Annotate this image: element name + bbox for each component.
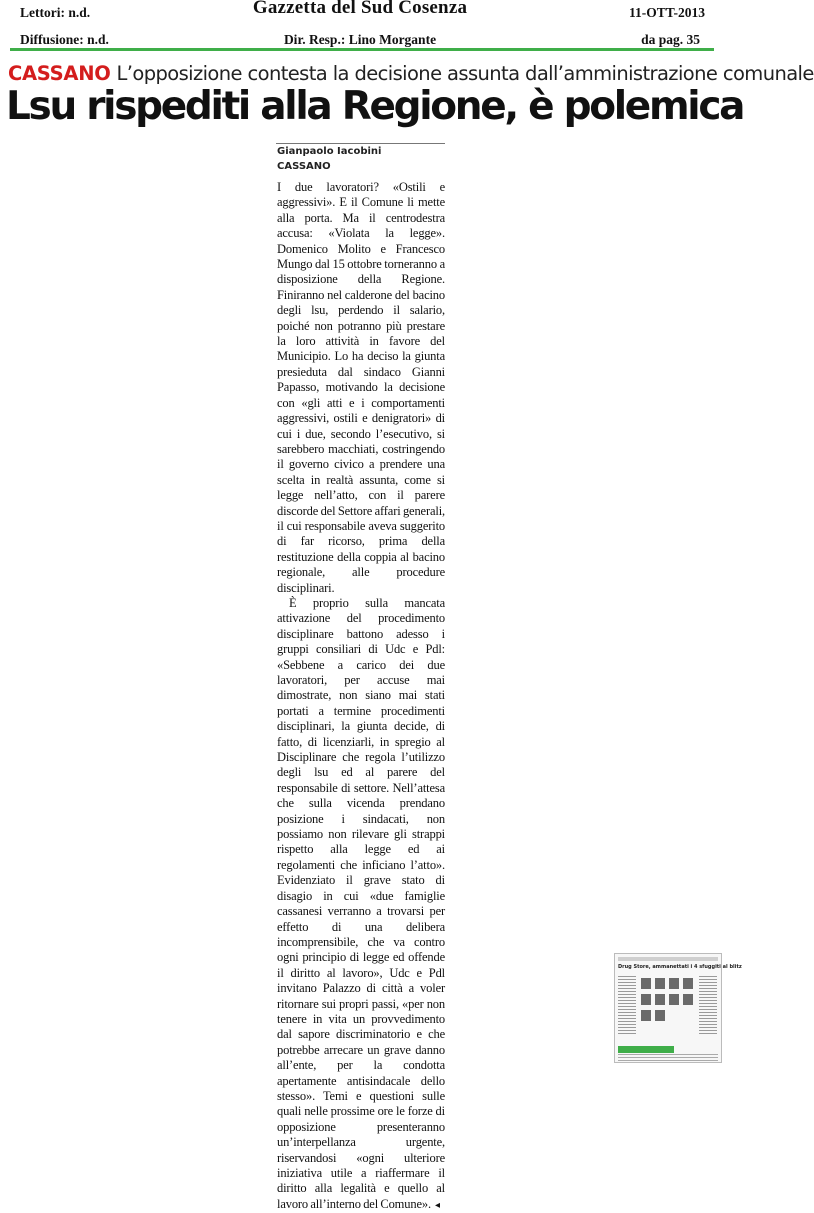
article-headline: Lsu rispediti alla Regione, è polemica: [6, 84, 744, 129]
article-kicker: [8, 62, 814, 85]
page-thumbnail: [614, 953, 742, 1063]
kicker-text: L’opposizione contesta la decisione assunta dall’amministrazione comunale: [116, 62, 814, 85]
kicker-keyword: CASSANO: [8, 62, 111, 85]
editor-label: Dir. Resp.: Lino Morgante: [283, 32, 437, 47]
thumbnail-lower-text: [618, 1054, 718, 1062]
article-paragraph-2: [277, 596, 445, 1213]
thumbnail-photo: [655, 1010, 665, 1021]
thumbnail-title: Drug Store, ammanettati i 4 sfuggiti al blitz: [618, 964, 742, 970]
article-author: Gianpaolo Iacobini: [277, 146, 382, 157]
circulation-label: Diffusione: n.d.: [20, 32, 109, 47]
thumbnail-photo: [641, 994, 651, 1005]
thumbnail-photo: [641, 978, 651, 989]
thumbnail-photo: [655, 994, 665, 1005]
thumbnail-photo: [683, 978, 693, 989]
readers-label: Lettori: n.d.: [20, 5, 91, 20]
article-body: [277, 180, 445, 1213]
header-rule: [10, 48, 714, 51]
thumbnail-photo: [669, 994, 679, 1005]
article-paragraph-2-text: È proprio sulla mancata attivazione del procedimento disciplinare battono adesso i gruppi consiliari di Udc e Pdl: «Sebbene a carico dei due lavoratori, per accuse mai dimostrate, non siano mai stati portati a termine procedimenti disciplinari, la giunta decide, di fatto, di licenziarli, in spregio al Disciplinare che regola l’utilizzo degli lsu ed al parere del responsabile di settore. Nell’attesa che sulla vicenda prendano posizione i sindacati, non possiamo non rilevare gli strappi rispetto alla legge ed ai regolamenti che inficiano l’atto». Evidenziato il grave stato di disagio in cui «due famiglie cassanesi verranno a trovarsi per effetto di una delibera incomprensibile, che va contro ogni principio di legge ed offende il diritto al lavoro», Udc e Pdl invitano Palazzo di città a voler ritornare sui propri passi, «per non tenere in vita un provvedimento dal sapore discriminatorio e che potrebbe arrecare un grave danno all’ente, per la condotta apertamente antisindacale dello stesso». Temi e questioni sulle quali nelle prossime ore le forze di opposizione presenteranno un’interpellanza urgente, riservandosi «ogni ulteriore iniziativa utile a riaffermare il diritto alla legalità e quello al lavoro all’interno del Comune».: [277, 595, 445, 1211]
masthead-title: Gazzetta del Sud Cosenza: [252, 0, 468, 18]
article-paragraph-1: I due lavoratori? «Ostili e aggressivi». E il Comune li mette alla porta. Ma il centrodestra accusa: «Violata la legge». Domenico Molito e Francesco Mungo dal 15 ottobre torneranno a disposizione della Regione. Finiranno nel calderone del bacino degli lsu, perdendo il salario, poiché non potranno più prestare la loro attività in favore del Municipio. Lo ha deciso la giunta presieduta dal sindaco Gianni Papasso, motivando la decisione con «gli atti e i comportamenti aggressivi, ostili e denigratori» di cui i due, secondo l’esecutivo, si sarebbero macchiati, costringendo il governo civico a prendere una scelta in realtà assunta, come si legge nell’atto, con il parere discorde del Settore affari generali, il cui responsabile aveva suggerito di far ricorso, prima della restituzione della coppia al bacino regionale, alle procedure disciplinari.: [277, 180, 445, 595]
thumbnail-photo: [669, 978, 679, 989]
article-dateline: CASSANO: [277, 161, 331, 172]
thumbnail-photo: [655, 978, 665, 989]
byline-divider: [276, 143, 445, 144]
thumbnail-photo: [641, 1010, 651, 1021]
page-reference: da pag. 35: [641, 32, 700, 47]
end-of-article-icon: ◂: [434, 1199, 440, 1211]
thumbnail-green-banner: [618, 1046, 674, 1053]
issue-date: 11-OTT-2013: [628, 5, 705, 20]
thumbnail-column: [699, 976, 717, 1036]
thumbnail-photo: [683, 994, 693, 1005]
thumbnail-header-bar: [618, 957, 718, 961]
thumbnail-column: [618, 976, 636, 1036]
